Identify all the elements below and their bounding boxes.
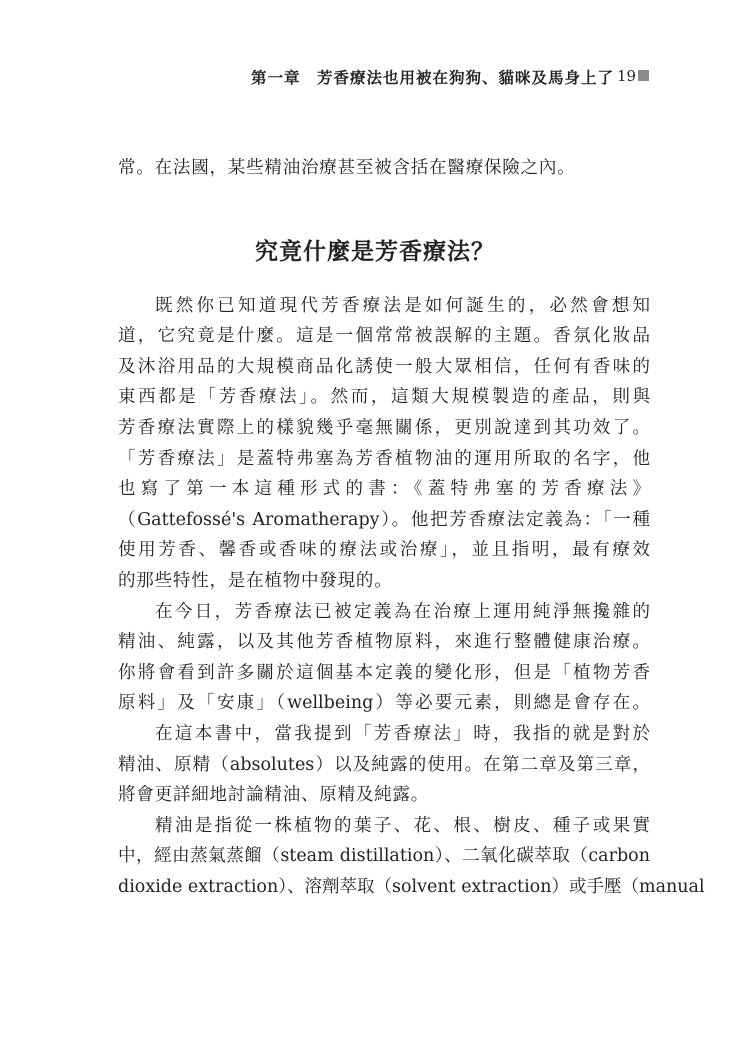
body-line: 原料」及「安康」（wellbeing）等必要元素，則總是會存在。 [118,693,650,713]
body-line: 「芳香療法」是蓋特弗塞為芳香植物油的運用所取的名字，他 [118,449,650,469]
body-line: 道，它究竟是什麼。這是一個常常被誤解的主題。香氛化妝品 [118,326,650,346]
chapter-title: 第一章 芳香療法也用被在狗狗、貓咪及馬身上了 [250,68,614,87]
body-line: 將會更詳細地討論精油、原精及純露。 [118,785,430,805]
body-line: 及沐浴用品的大規模商品化誘使一般大眾相信，任何有香味的 [118,357,650,377]
body-line: 常。在法國，某些精油治療甚至被含括在醫療保險之內。 [118,158,576,178]
body-line: 在今日，芳香療法已被定義為在治療上運用純淨無攙雜的 [155,602,650,622]
body-line: 精油是指從一株植物的葉子、花、根、樹皮、種子或果實 [155,816,650,836]
body-line: 使用芳香、馨香或香味的療法或治療」，並且指明，最有療效 [118,540,650,560]
page-marker-square-icon [638,70,649,81]
body-line: 在這本書中，當我提到「芳香療法」時，我指的就是對於 [155,724,650,744]
body-line: 東西都是「芳香療法」。然而，這類大規模製造的產品，則與 [118,387,650,407]
body-line: 芳香療法實際上的樣貌幾乎毫無關係，更別說達到其功效了。 [118,418,650,438]
body-line: 的那些特性，是在植物中發現的。 [118,571,393,591]
body-line: 中，經由蒸氣蒸餾（steam distillation）、二氧化碳萃取（carbon [118,846,650,866]
body-line: 你將會看到許多關於這個基本定義的變化形，但是「植物芳香 [118,663,650,683]
running-header [0,66,750,88]
body-line: 既然你已知道現代芳香療法是如何誕生的，必然會想知 [155,296,650,316]
body-line: 精油、純露，以及其他芳香植物原料，來進行整體健康治療。 [118,632,650,652]
body-line: 精油、原精（absolutes）以及純露的使用。在第二章及第三章， [118,755,650,775]
body-line: （Gattefossé's Aromatherapy）。他把芳香療法定義為：「一種 [118,510,650,530]
body-line: dioxide extraction）、溶劑萃取（solvent extraction）或手壓（manual [118,877,705,897]
section-heading: 究竟什麼是芳香療法？ [255,238,495,265]
body-line: 也寫了第一本這種形式的書：《蓋特弗塞的芳香療法》 [118,479,650,499]
page-number: 19 [617,67,637,85]
